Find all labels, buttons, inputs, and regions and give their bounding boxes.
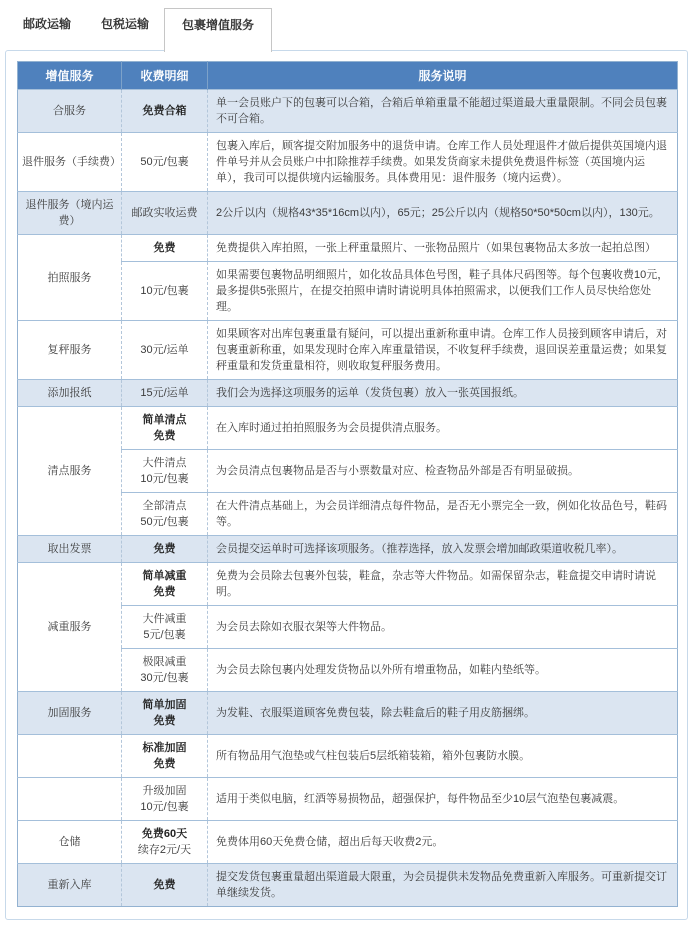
fee-line: 50元/包裹 bbox=[140, 156, 189, 168]
table-row bbox=[18, 821, 678, 864]
service-name-cell: 退件服务（境内运费） bbox=[18, 192, 122, 235]
tab-2[interactable]: 包税运输 bbox=[101, 17, 150, 31]
table-row bbox=[18, 321, 678, 380]
table-header-row bbox=[18, 62, 678, 90]
service-name-cell: 重新入库 bbox=[18, 864, 122, 907]
fee-line: 简单减重 bbox=[142, 570, 187, 582]
service-description-cell: 免费体用60天免费仓储，超出后每天收费2元。 bbox=[208, 821, 678, 864]
service-description-cell: 所有物品用气泡垫或气柱包装后5层纸箱装箱，箱外包裹防水膜。 bbox=[208, 735, 678, 778]
fee-detail-cell bbox=[122, 649, 208, 692]
table-row bbox=[18, 133, 678, 192]
fee-line: 简单清点 bbox=[142, 414, 187, 426]
table-row bbox=[18, 380, 678, 407]
service-description-cell: 2公斤以内（规格43*35*16cm以内），65元；25公斤以内（规格50*50*50cm以内），130元。 bbox=[208, 192, 678, 235]
fee-line: 10元/包裹 bbox=[140, 801, 189, 813]
services-panel bbox=[5, 50, 688, 920]
fee-line: 全部清点 bbox=[142, 500, 187, 512]
fee-detail-cell bbox=[122, 821, 208, 864]
service-description-cell: 免费为会员除去包裹外包装，鞋盒，杂志等大件物品。如需保留杂志，鞋盒提交申请时请说明。 bbox=[208, 563, 678, 606]
service-name-cell: 减重服务 bbox=[18, 563, 122, 692]
fee-detail-cell bbox=[122, 536, 208, 563]
table-row bbox=[18, 90, 678, 133]
fee-detail-cell bbox=[122, 235, 208, 262]
table-row bbox=[18, 407, 678, 450]
fee-line: 免费 bbox=[153, 586, 176, 598]
fee-line: 5元/包裹 bbox=[143, 629, 186, 641]
service-name-cell bbox=[18, 735, 122, 778]
service-description-cell: 如果需要包裹物品明细照片，如化妆品具体色号图，鞋子具体尺码图等。每个包裹收费10元，最多提供5张照片，在提交拍照申请时请说明具体拍照需求，以便我们工作人员尽快给您处理。 bbox=[208, 262, 678, 321]
table-row bbox=[18, 692, 678, 735]
fee-line: 免费 bbox=[153, 758, 176, 770]
service-name-cell: 清点服务 bbox=[18, 407, 122, 536]
fee-line: 免费 bbox=[153, 715, 176, 727]
fee-line: 简单加固 bbox=[142, 699, 187, 711]
service-description-cell: 包裹入库后，顾客提交附加服务中的退货申请。仓库工作人员处理退件才做后提供英国境内退件单号并从会员账户中扣除推荐手续费。如果发货商家未提供免费退件标签（英国境内运单），我司可以提供境内运输服务。具体费用见：退件服务（境内运费）。 bbox=[208, 133, 678, 192]
table-row bbox=[18, 778, 678, 821]
service-description-cell: 为发鞋、衣服渠道顾客免费包装，除去鞋盒后的鞋子用皮筋捆绑。 bbox=[208, 692, 678, 735]
fee-line: 免费 bbox=[153, 543, 176, 555]
table-body bbox=[18, 90, 678, 907]
service-name-cell: 取出发票 bbox=[18, 536, 122, 563]
table-row bbox=[18, 864, 678, 907]
fee-line: 续存2元/天 bbox=[137, 844, 192, 856]
service-name-cell: 退件服务（手续费） bbox=[18, 133, 122, 192]
fee-detail-cell bbox=[122, 321, 208, 380]
column-header: 增值服务 bbox=[18, 62, 122, 90]
service-description-cell: 在大件清点基础上，为会员详细清点每件物品，是否无小票完全一致，例如化妆品色号，鞋码等。 bbox=[208, 493, 678, 536]
tab-3-active[interactable]: 包裹增值服务 bbox=[164, 8, 272, 52]
fee-detail-cell bbox=[122, 563, 208, 606]
table-row bbox=[18, 536, 678, 563]
service-description-cell: 为会员去除如衣服衣架等大件物品。 bbox=[208, 606, 678, 649]
fee-line: 免费合箱 bbox=[142, 105, 187, 117]
fee-line: 大件减重 bbox=[142, 613, 187, 625]
service-name-cell: 仓储 bbox=[18, 821, 122, 864]
fee-line: 10元/包裹 bbox=[140, 285, 189, 297]
fee-detail-cell bbox=[122, 90, 208, 133]
fee-detail-cell bbox=[122, 778, 208, 821]
fee-detail-cell bbox=[122, 493, 208, 536]
table-row bbox=[18, 235, 678, 262]
fee-line: 升级加固 bbox=[142, 785, 187, 797]
service-description-cell: 如果顾客对出库包裹重量有疑问，可以提出重新称重申请。仓库工作人员接到顾客申请后，对包裹重新称重，如果发现时仓库入库重量错误，不收复秤手续费，退回误差重量运费；如果复秤重量和发货重量相符，则收取复秤服务费用。 bbox=[208, 321, 678, 380]
fee-line: 免费 bbox=[153, 430, 176, 442]
fee-detail-cell bbox=[122, 133, 208, 192]
value-added-services-table bbox=[17, 61, 678, 907]
fee-detail-cell bbox=[122, 606, 208, 649]
service-description-cell: 单一会员账户下的包裹可以合箱，合箱后单箱重量不能超过渠道最大重量限制。不同会员包裹不可合箱。 bbox=[208, 90, 678, 133]
fee-detail-cell bbox=[122, 735, 208, 778]
table-row bbox=[18, 192, 678, 235]
fee-line: 极限减重 bbox=[142, 656, 187, 668]
fee-line: 免费60天 bbox=[141, 828, 188, 840]
fee-detail-cell bbox=[122, 864, 208, 907]
service-description-cell: 为会员去除包裹内处理发货物品以外所有增重物品，如鞋内垫纸等。 bbox=[208, 649, 678, 692]
table-row bbox=[18, 563, 678, 606]
service-description-cell: 在入库时通过拍拍照服务为会员提供清点服务。 bbox=[208, 407, 678, 450]
fee-line: 30元/包裹 bbox=[140, 672, 189, 684]
service-name-cell: 合服务 bbox=[18, 90, 122, 133]
fee-line: 50元/包裹 bbox=[140, 516, 189, 528]
fee-line: 免费 bbox=[153, 879, 176, 891]
fee-detail-cell bbox=[122, 407, 208, 450]
table-row bbox=[18, 735, 678, 778]
service-description-cell: 为会员清点包裹物品是否与小票数量对应、检查物品外部是否有明显破损。 bbox=[208, 450, 678, 493]
column-header: 收费明细 bbox=[122, 62, 208, 90]
fee-detail-cell bbox=[122, 450, 208, 493]
fee-line: 10元/包裹 bbox=[140, 473, 189, 485]
service-name-cell: 添加报纸 bbox=[18, 380, 122, 407]
service-name-cell: 加固服务 bbox=[18, 692, 122, 735]
fee-line: 免费 bbox=[153, 242, 176, 254]
service-name-cell: 拍照服务 bbox=[18, 235, 122, 321]
fee-detail-cell bbox=[122, 192, 208, 235]
service-description-cell: 提交发货包裹重量超出渠道最大限重，为会员提供未发物品免费重新入库服务。可重新提交订单继续发货。 bbox=[208, 864, 678, 907]
service-description-cell: 会员提交运单时可选择该项服务。（推荐选择，放入发票会增加邮政渠道收税几率）。 bbox=[208, 536, 678, 563]
fee-detail-cell bbox=[122, 380, 208, 407]
service-name-cell bbox=[18, 778, 122, 821]
fee-line: 30元/运单 bbox=[140, 344, 189, 356]
column-header: 服务说明 bbox=[208, 62, 678, 90]
fee-line: 邮政实收运费 bbox=[131, 207, 198, 219]
service-name-cell: 复秤服务 bbox=[18, 321, 122, 380]
fee-line: 大件清点 bbox=[142, 457, 187, 469]
service-description-cell: 免费提供入库拍照，一张上秤重量照片、一张物品照片（如果包裹物品太多放一起拍总图） bbox=[208, 235, 678, 262]
fee-detail-cell bbox=[122, 262, 208, 321]
tab-bar bbox=[0, 0, 693, 50]
service-description-cell: 我们会为选择这项服务的运单（发货包裹）放入一张英国报纸。 bbox=[208, 380, 678, 407]
service-description-cell: 适用于类似电脑，红酒等易损物品，超强保护，每件物品至少10层气泡垫包裹减震。 bbox=[208, 778, 678, 821]
tab-1[interactable]: 邮政运输 bbox=[23, 17, 72, 31]
fee-line: 标准加固 bbox=[142, 742, 187, 754]
fee-detail-cell bbox=[122, 692, 208, 735]
fee-line: 15元/运单 bbox=[140, 387, 189, 399]
